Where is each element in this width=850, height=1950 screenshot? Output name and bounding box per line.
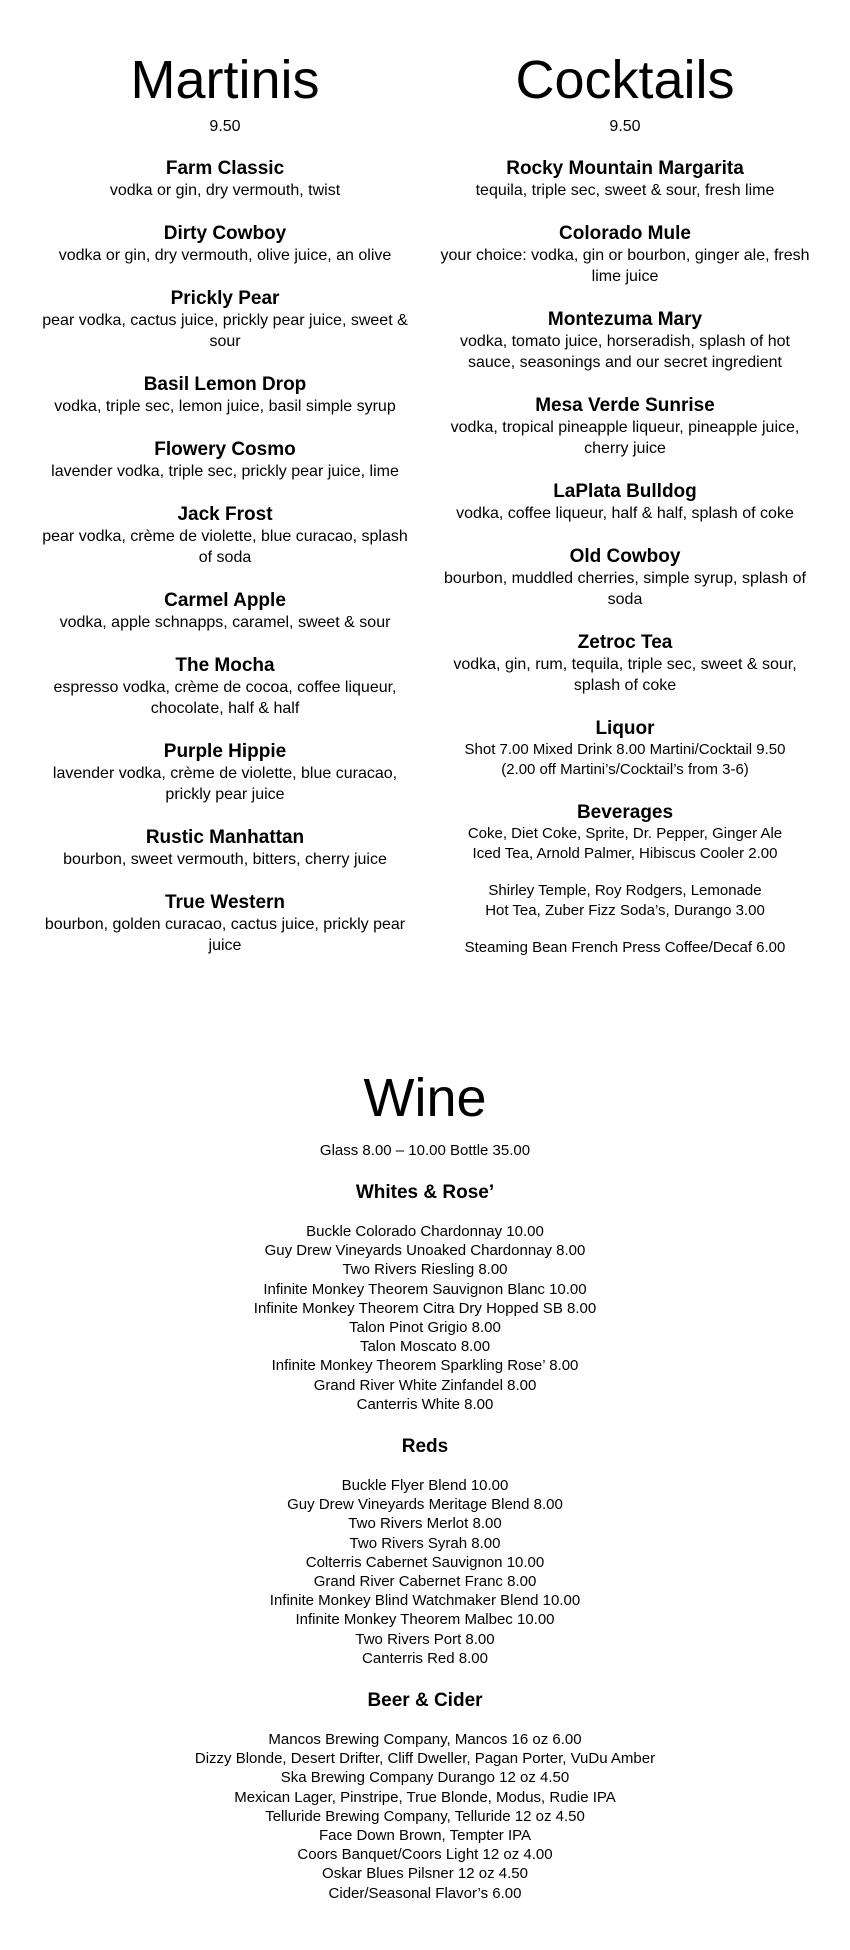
- list-item: Canterris Red 8.00: [362, 1649, 488, 1667]
- item-description: vodka, coffee liqueur, half & half, splash of coke: [456, 505, 794, 522]
- beverages-section: [425, 802, 825, 958]
- item-description: bourbon, sweet vermouth, bitters, cherry juice: [63, 851, 387, 868]
- cocktails-section: [425, 0, 825, 980]
- list-item: Grand River White Zinfandel 8.00: [313, 1376, 537, 1394]
- item-description: lavender vodka, crème de violette, blue curacao, prickly pear juice: [52, 765, 398, 803]
- item-description: vodka, apple schnapps, caramel, sweet & sour: [59, 614, 391, 631]
- list-item: Coors Banquet/Coors Light 12 oz 4.00: [297, 1846, 553, 1864]
- item-name: Farm Classic: [165, 158, 285, 179]
- item-name: Old Cowboy: [569, 546, 681, 567]
- menu-item: [25, 504, 425, 568]
- list-item: Talon Pinot Grigio 8.00: [349, 1319, 501, 1337]
- item-description: tequila, triple sec, sweet & sour, fresh lime: [475, 182, 775, 199]
- item-description: vodka, tropical pineapple liqueur, pineapple juice, cherry juice: [450, 419, 800, 457]
- list-item: Two Rivers Port 8.00: [355, 1630, 495, 1648]
- spacer: [425, 921, 825, 938]
- list-item: Infinite Monkey Theorem Sparkling Rose’ 8.00: [271, 1357, 579, 1375]
- item-name: Basil Lemon Drop: [143, 374, 307, 395]
- liquor-happy-hour: (2.00 off Martini’s/Cocktail’s from 3-6): [501, 761, 749, 778]
- menu-item: [25, 741, 425, 805]
- list-item: Oskar Blues Pilsner 12 oz 4.50: [322, 1865, 528, 1883]
- list-item: Buckle Colorado Chardonnay 10.00: [306, 1223, 544, 1240]
- item-description: vodka, triple sec, lemon juice, basil simple syrup: [54, 398, 396, 415]
- list-item: Infinite Monkey Theorem Malbec 10.00: [295, 1611, 555, 1629]
- list-item: Infinite Monkey Blind Watchmaker Blend 10.00: [269, 1592, 581, 1610]
- list-item: Colterris Cabernet Sauvignon 10.00: [305, 1553, 545, 1571]
- beer-list: [0, 1730, 850, 1903]
- wine-title: Wine: [363, 1068, 487, 1128]
- menu-item: [425, 223, 825, 287]
- martinis-section: [25, 0, 425, 978]
- liquor-section: [425, 718, 825, 780]
- list-item: Face Down Brown, Tempter IPA: [318, 1827, 532, 1845]
- beverage-line: Coke, Diet Coke, Sprite, Dr. Pepper, Ginger Ale: [467, 825, 783, 842]
- list-item: Buckle Flyer Blend 10.00: [341, 1477, 509, 1495]
- item-name: Montezuma Mary: [547, 309, 703, 330]
- beverage-line: Steaming Bean French Press Coffee/Decaf 6.00: [464, 939, 786, 956]
- menu-item: [25, 288, 425, 352]
- menu-item: [25, 158, 425, 201]
- beverage-line: Shirley Temple, Roy Rodgers, Lemonade: [488, 882, 762, 899]
- list-item: Mexican Lager, Pinstripe, True Blonde, Modus, Rudie IPA: [234, 1788, 616, 1806]
- menu-item: [25, 655, 425, 719]
- list-item: Guy Drew Vineyards Unoaked Chardonnay 8.00: [264, 1242, 586, 1260]
- list-item: Talon Moscato 8.00: [359, 1338, 491, 1356]
- beer-title: Beer & Cider: [367, 1690, 483, 1712]
- menu-item: [425, 632, 825, 696]
- wine-section: [0, 1068, 850, 1903]
- item-description: lavender vodka, triple sec, prickly pear juice, lime: [51, 463, 399, 480]
- item-name: Prickly Pear: [170, 288, 280, 309]
- menu-item: [425, 546, 825, 610]
- item-description: bourbon, golden curacao, cactus juice, prickly pear juice: [44, 916, 406, 954]
- menu-item: [425, 158, 825, 201]
- item-description: pear vodka, crème de violette, blue curacao, splash of soda: [42, 528, 408, 566]
- list-item: Two Rivers Merlot 8.00: [348, 1515, 502, 1533]
- menu-item: [425, 395, 825, 459]
- item-name: LaPlata Bulldog: [553, 481, 697, 502]
- whites-list: [0, 1222, 850, 1414]
- liquor-title: Liquor: [595, 718, 655, 739]
- list-item: Mancos Brewing Company, Mancos 16 oz 6.00: [268, 1731, 582, 1749]
- cocktails-price: 9.50: [609, 118, 641, 135]
- list-item: Grand River Cabernet Franc 8.00: [313, 1573, 537, 1591]
- list-item: Infinite Monkey Theorem Citra Dry Hopped SB 8.00: [253, 1299, 597, 1317]
- list-item: Cider/Seasonal Flavor’s 6.00: [328, 1884, 522, 1902]
- item-name: Dirty Cowboy: [163, 223, 287, 244]
- list-item: Ska Brewing Company Durango 12 oz 4.50: [280, 1769, 570, 1787]
- menu-item: [25, 827, 425, 870]
- item-description: vodka or gin, dry vermouth, olive juice, an olive: [58, 247, 392, 264]
- item-description: espresso vodka, crème de cocoa, coffee liqueur, chocolate, half & half: [53, 679, 397, 717]
- item-name: Mesa Verde Sunrise: [535, 395, 715, 416]
- liquor-prices: Shot 7.00 Mixed Drink 8.00 Martini/Cocktail 9.50: [464, 741, 786, 758]
- item-description: vodka, gin, rum, tequila, triple sec, sweet & sour, splash of coke: [453, 656, 797, 694]
- list-item: Dizzy Blonde, Desert Drifter, Cliff Dweller, Pagan Porter, VuDu Amber: [194, 1750, 656, 1768]
- spacer: [425, 864, 825, 881]
- item-name: Zetroc Tea: [577, 632, 673, 653]
- item-name: Rocky Mountain Margarita: [506, 158, 744, 179]
- martinis-price: 9.50: [209, 118, 241, 135]
- beverage-line: Iced Tea, Arnold Palmer, Hibiscus Cooler 2.00: [472, 845, 778, 862]
- item-description: vodka, tomato juice, horseradish, splash of hot sauce, seasonings and our secret ingredient: [460, 333, 790, 371]
- item-description: pear vodka, cactus juice, prickly pear juice, sweet & sour: [42, 312, 408, 350]
- menu-item: [25, 439, 425, 482]
- whites-title: Whites & Rose’: [355, 1182, 495, 1203]
- cocktails-title: Cocktails: [515, 50, 735, 110]
- list-item: Infinite Monkey Theorem Sauvignon Blanc 10.00: [263, 1280, 587, 1298]
- beverages-title: Beverages: [576, 802, 674, 823]
- list-item: Two Rivers Syrah 8.00: [349, 1534, 501, 1552]
- item-description: your choice: vodka, gin or bourbon, ginger ale, fresh lime juice: [440, 247, 810, 285]
- reds-title: Reds: [401, 1436, 449, 1458]
- item-name: Flowery Cosmo: [154, 439, 296, 460]
- wine-price: Glass 8.00 – 10.00 Bottle 35.00: [319, 1142, 531, 1159]
- item-name: Jack Frost: [177, 504, 273, 525]
- beverage-line: Hot Tea, Zuber Fizz Soda’s, Durango 3.00: [485, 902, 765, 919]
- item-name: Colorado Mule: [559, 223, 691, 244]
- item-description: vodka or gin, dry vermouth, twist: [109, 182, 341, 199]
- menu-item: [425, 309, 825, 373]
- item-name: Rustic Manhattan: [145, 827, 305, 848]
- list-item: Canterris White 8.00: [356, 1395, 494, 1413]
- reds-list: [0, 1476, 850, 1668]
- item-name: Carmel Apple: [164, 590, 286, 611]
- martinis-title: Martinis: [130, 50, 320, 110]
- list-item: Guy Drew Vineyards Meritage Blend 8.00: [287, 1496, 563, 1514]
- menu-item: [25, 223, 425, 266]
- menu-item: [425, 481, 825, 524]
- menu-item: [25, 374, 425, 417]
- item-name: Purple Hippie: [163, 741, 287, 762]
- menu-item: [25, 892, 425, 956]
- list-item: Telluride Brewing Company, Telluride 12 oz 4.50: [265, 1807, 585, 1825]
- item-description: bourbon, muddled cherries, simple syrup, splash of soda: [444, 570, 806, 608]
- menu-item: [25, 590, 425, 633]
- list-item: Two Rivers Riesling 8.00: [342, 1261, 508, 1279]
- item-name: The Mocha: [175, 655, 275, 676]
- item-name: True Western: [164, 892, 286, 913]
